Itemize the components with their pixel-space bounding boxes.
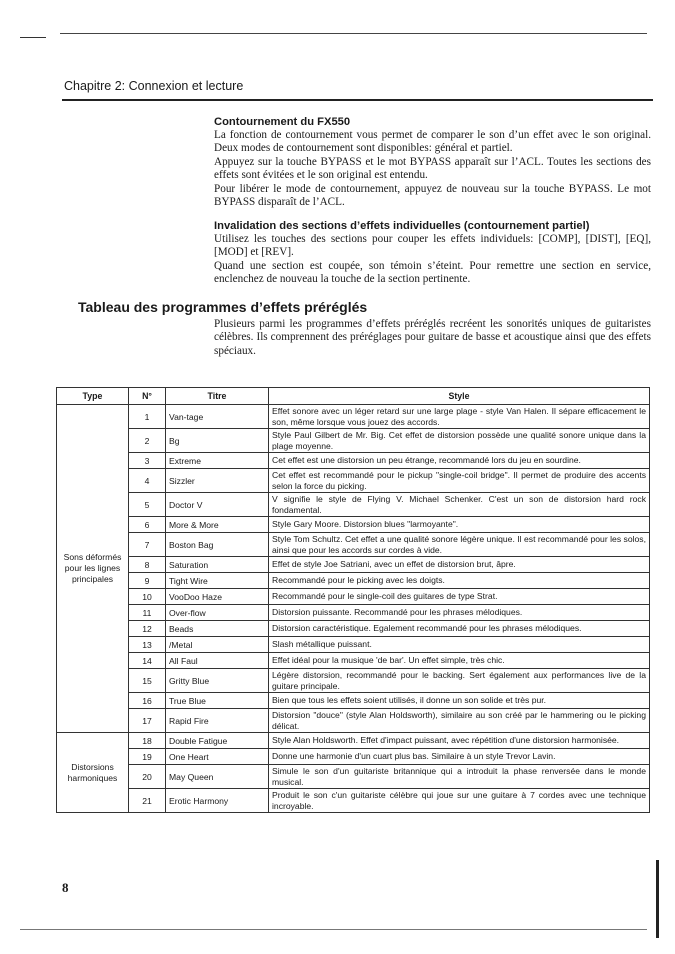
table-row: [57, 621, 650, 637]
scan-edge-shadow: [656, 860, 659, 938]
style-cell: Distorsion puissante. Recommandé pour les phrases mélodiques.: [269, 605, 650, 621]
style-cell: Produit le son c'un guitariste célèbre qui joue sur une guitare à 7 cordes avec une technique incroyable.: [269, 789, 650, 813]
table-header-row: [57, 388, 650, 405]
title-cell: All Faul: [166, 653, 269, 669]
bypass-paragraph: Pour libérer le mode de contournement, appuyez de nouveau sur la touche BYPASS. Le mot BYPASS disparaît de l’ACL.: [214, 182, 651, 209]
style-cell: Effet de style Joe Satriani, avec un effet de distorsion brut, âpre.: [269, 557, 650, 573]
table-row: [57, 749, 650, 765]
num-cell: 18: [129, 733, 166, 749]
title-cell: Saturation: [166, 557, 269, 573]
style-cell: Distorsion caractéristique. Egalement recommandé pour les phrases mélodiques.: [269, 621, 650, 637]
style-cell: Style Alan Holdsworth. Effet d'impact puissant, avec répétition d'une distorsion harmonisée.: [269, 733, 650, 749]
presets-intro-block: [214, 318, 651, 358]
title-cell: May Queen: [166, 765, 269, 789]
table-row: [57, 429, 650, 453]
table-row: [57, 557, 650, 573]
num-cell: 6: [129, 517, 166, 533]
presets-intro: Plusieurs parmi les programmes d’effets préréglés recréent les sonorités uniques de guitaristes célèbres. Ils comprennent des préréglages pour guitare de basse et acoustique ainsi que des effets spéciaux.: [214, 318, 651, 357]
table-row: [57, 789, 650, 813]
style-cell: Bien que tous les effets soient utilisés, il donne un son solide et très pur.: [269, 693, 650, 709]
bypass-section: [214, 116, 651, 209]
num-cell: 14: [129, 653, 166, 669]
page-number: 8: [62, 880, 69, 895]
table-row: [57, 493, 650, 517]
style-cell: Effet idéal pour la musique 'de bar'. Un effet simple, très chic.: [269, 653, 650, 669]
individual-paragraph: Quand une section est coupée, son témoin s’éteint. Pour remettre une section en service, enclenchez de nouveau la touche de la section pertinente.: [214, 259, 651, 286]
title-cell: Tight Wire: [166, 573, 269, 589]
num-cell: 2: [129, 429, 166, 453]
num-cell: 3: [129, 453, 166, 469]
style-cell: Recommandé pour le picking avec les doigts.: [269, 573, 650, 589]
style-cell: V signifie le style de Flying V. Michael Schenker. C'est un son de distorsion hard rock fondamental.: [269, 493, 650, 517]
title-cell: Sizzler: [166, 469, 269, 493]
presets-table: [56, 387, 650, 813]
num-cell: 10: [129, 589, 166, 605]
title-cell: Beads: [166, 621, 269, 637]
col-title: Titre: [166, 388, 269, 405]
style-cell: Légère distorsion, recommandé pour le backing. Sert également aux performances live de la guitare principale.: [269, 669, 650, 693]
table-row: [57, 669, 650, 693]
table-row: [57, 469, 650, 493]
title-cell: True Blue: [166, 693, 269, 709]
type-cell: Distorsions harmoniques: [57, 733, 129, 813]
col-num: N°: [129, 388, 166, 405]
style-cell: Style Gary Moore. Distorsion blues "larmoyante".: [269, 517, 650, 533]
num-cell: 17: [129, 709, 166, 733]
style-cell: Recommandé pour le single-coil des guitares de type Strat.: [269, 589, 650, 605]
chapter-header: Chapitre 2: Connexion et lecture: [64, 79, 244, 93]
title-cell: More & More: [166, 517, 269, 533]
num-cell: 7: [129, 533, 166, 557]
title-cell: Boston Bag: [166, 533, 269, 557]
individual-heading: Invalidation des sections d’effets individuelles (contournement partiel): [214, 220, 590, 232]
scan-edge-mark: [20, 37, 46, 38]
num-cell: 15: [129, 669, 166, 693]
num-cell: 5: [129, 493, 166, 517]
table-row: [57, 573, 650, 589]
title-cell: Doctor V: [166, 493, 269, 517]
table-row: [57, 517, 650, 533]
title-cell: Extreme: [166, 453, 269, 469]
header-rule: [62, 99, 653, 101]
bypass-paragraph: Appuyez sur la touche BYPASS et le mot BYPASS apparaît sur l’ACL. Toutes les sections des effets sont évitées et le son original est entendu.: [214, 155, 651, 182]
num-cell: 21: [129, 789, 166, 813]
num-cell: 4: [129, 469, 166, 493]
style-cell: Effet sonore avec un léger retard sur une large plage - style Van Halen. Il sépare efficacement le son, même lorsque vous jouez des accords.: [269, 405, 650, 429]
table-row: [57, 605, 650, 621]
title-cell: Over-flow: [166, 605, 269, 621]
title-cell: One Heart: [166, 749, 269, 765]
table-row: [57, 453, 650, 469]
title-cell: Van-tage: [166, 405, 269, 429]
individual-paragraph: Utilisez les touches des sections pour couper les effets individuels: [COMP], [DIST], [EQ], [MOD] et [REV].: [214, 233, 651, 259]
col-style: Style: [269, 388, 650, 405]
table-row: [57, 653, 650, 669]
style-cell: Donne une harmonie d'un cuart plus bas. Similaire à un style Trevor Lavin.: [269, 749, 650, 765]
num-cell: 16: [129, 693, 166, 709]
bottom-rule: [20, 929, 647, 931]
num-cell: 12: [129, 621, 166, 637]
title-cell: Gritty Blue: [166, 669, 269, 693]
table-row: [57, 533, 650, 557]
title-cell: Rapid Fire: [166, 709, 269, 733]
table-row: [57, 405, 650, 429]
title-cell: Erotic Harmony: [166, 789, 269, 813]
table-row: [57, 693, 650, 709]
presets-heading: Tableau des programmes d’effets préréglés: [78, 299, 368, 315]
title-cell: Bg: [166, 429, 269, 453]
table-row: [57, 637, 650, 653]
num-cell: 20: [129, 765, 166, 789]
title-cell: /Metal: [166, 637, 269, 653]
style-cell: Cet effet est une distorsion un peu étrange, recommandé lors du jeu en sourdine.: [269, 453, 650, 469]
individual-section: [214, 220, 651, 287]
title-cell: Double Fatigue: [166, 733, 269, 749]
style-cell: Slash métallique puissant.: [269, 637, 650, 653]
style-cell: Style Tom Schultz. Cet effet a une qualité sonore légère unique. Il est recommandé pour les solos, ainsi que pour les accords sur cordes à vide.: [269, 533, 650, 557]
num-cell: 11: [129, 605, 166, 621]
num-cell: 13: [129, 637, 166, 653]
table-body: [57, 405, 650, 813]
num-cell: 9: [129, 573, 166, 589]
style-cell: Simule le son d'un guitariste britannique qui a introduit la phase renversée dans le monde musical.: [269, 765, 650, 789]
table-row: [57, 589, 650, 605]
table-row: [57, 765, 650, 789]
num-cell: 8: [129, 557, 166, 573]
bypass-heading: Contournement du FX550: [214, 116, 351, 128]
num-cell: 1: [129, 405, 166, 429]
bypass-paragraph: La fonction de contournement vous permet de comparer le son d’un effet avec le son original. Deux modes de contournement sont disponibles: général et partiel.: [214, 129, 651, 155]
col-type: Type: [57, 388, 129, 405]
table-row: [57, 733, 650, 749]
table-row: [57, 709, 650, 733]
top-rule: [60, 33, 647, 34]
style-cell: Style Paul Gilbert de Mr. Big. Cet effet de distorsion possède une qualité sonore unique dans la plage moyenne.: [269, 429, 650, 453]
type-cell: Sons déformés pour les lignes principales: [57, 405, 129, 733]
style-cell: Distorsion "douce" (style Alan Holdsworth), similaire au son créé par le hammering ou le picking délicat.: [269, 709, 650, 733]
num-cell: 19: [129, 749, 166, 765]
title-cell: VooDoo Haze: [166, 589, 269, 605]
style-cell: Cet effet est recommandé pour le pickup "single-coil bridge". Il permet de produire des accents selon la force du picking.: [269, 469, 650, 493]
